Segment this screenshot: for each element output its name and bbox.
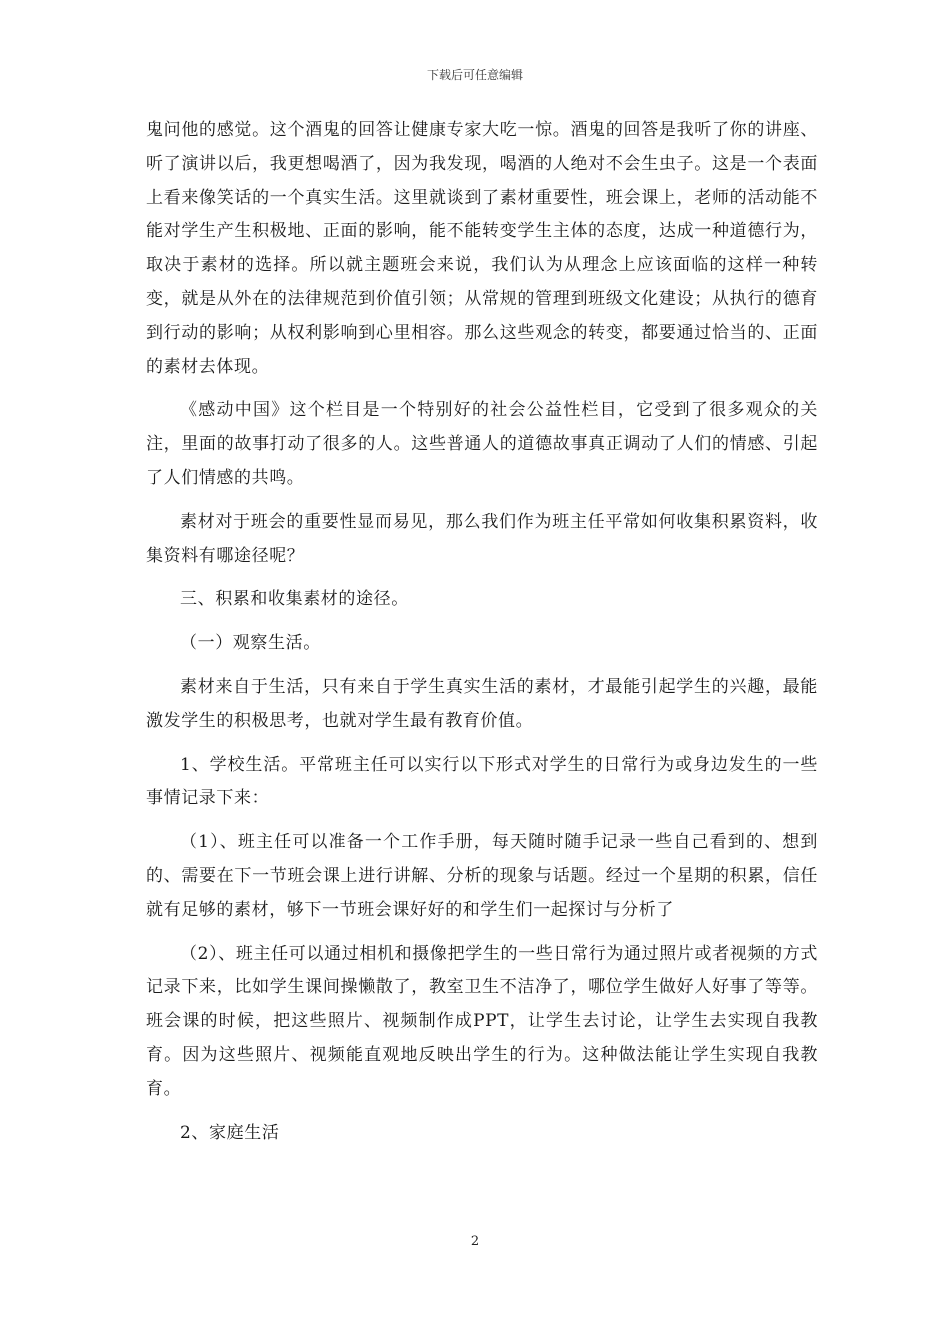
paragraph-8: 2、家庭生活 <box>180 1122 280 1143</box>
paragraph-4: 素材来自于生活，只有来自于学生真实生活的素材，才最能引起学生的兴趣，最能激发学生的积极思考，也就对学生最有教育价值。 <box>146 676 818 731</box>
section-heading: 三、积累和收集素材的途径。 <box>180 589 409 610</box>
paragraph-2: 《感动中国》这个栏目是一个特别好的社会公益性栏目，它受到了很多观众的关注，里面的故事打动了很多的人。这些普通人的道德故事真正调动了人们的情感、引起了人们情感的共鸣。 <box>146 400 818 488</box>
paragraph-1: 鬼问他的感觉。这个酒鬼的回答让健康专家大吃一惊。酒鬼的回答是我听了你的讲座、听了演讲以后，我更想喝酒了，因为我发现，喝酒的人绝对不会生虫子。这是一个表面上看来像笑话的一个真实生活。这里就谈到了素材重要性，班会课上，老师的活动能不能对学生产生积极地、正面的影响，能不能转变学生主体的态度，达成一种道德行为，取决于素材的选择。所以就主题班会来说，我们认为从理念上应该面临的这样一种转变，就是从外在的法律规范到价值引领；从常规的管理到班级文化建设；从执行的德育到行动的影响；从权利影响到心里相容。那么这些观念的转变，都要通过恰当的、正面的素材去体现。 <box>146 120 818 377</box>
paragraph-7: （2）、班主任可以通过相机和摄像把学生的一些日常行为通过照片或者视频的方式记录下来，比如学生课间操懒散了，教室卫生不洁净了，哪位学生做好人好事了等等。班会课的时候，把这些照片、视频制作成PPT，让学生去讨论，让学生去实现自我教育。因为这些照片、视频能直观地反映出学生的行为。这种做法能让学生实现自我教育。 <box>146 943 818 1099</box>
paragraph-5: 1、学校生活。平常班主任可以实行以下形式对学生的日常行为或身边发生的一些事情记录下来： <box>146 754 818 809</box>
page-header: 下载后可任意编辑 <box>426 68 523 82</box>
paragraph-6: （1）、班主任可以准备一个工作手册，每天随时随手记录一些自己看到的、想到的、需要在下一节班会课上进行讲解、分析的现象与话题。经过一个星期的积累，信任就有足够的素材，够下一节班会课好好的和学生们一起探讨与分析了 <box>146 832 818 920</box>
page-number: 2 <box>470 1234 480 1249</box>
document-body <box>146 114 818 1150</box>
paragraph-3: 素材对于班会的重要性显而易见，那么我们作为班主任平常如何收集积累资料，收集资料有哪途径呢？ <box>146 511 818 566</box>
subsection-heading: （一）观察生活。 <box>180 633 321 654</box>
